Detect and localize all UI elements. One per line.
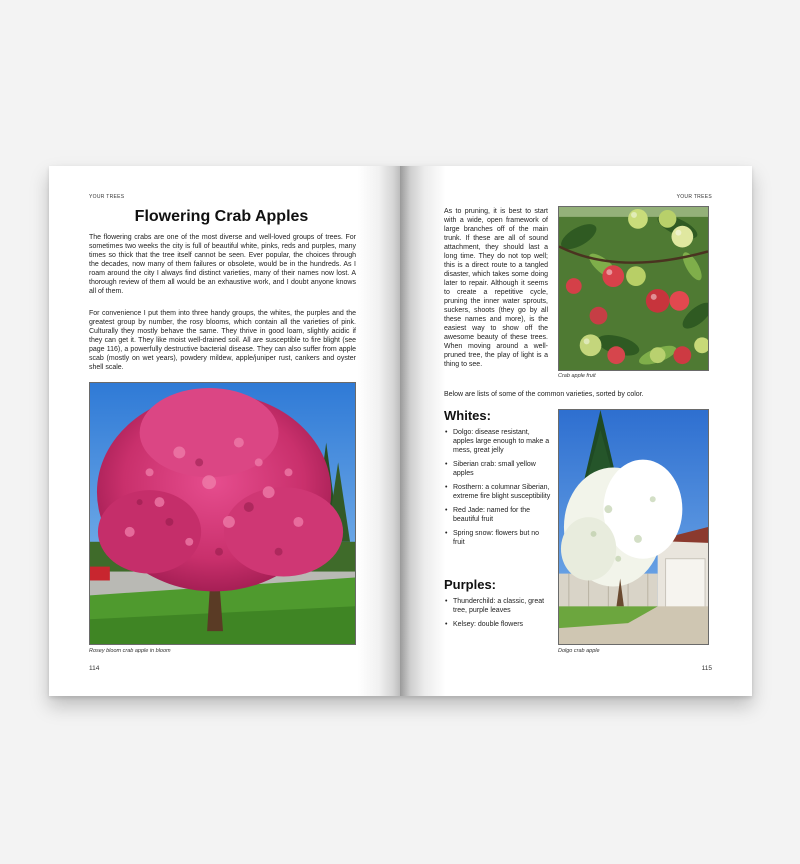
rosy-bloom-caption: Rosey bloom crab apple in bloom: [89, 648, 171, 654]
running-head-left: YOUR TREES: [89, 194, 125, 200]
list-item: • Thunderchild: a classic, great tree, purple leaves: [444, 597, 552, 615]
page-number-right: 115: [701, 665, 712, 672]
crab-apple-caption: Crab apple fruit: [558, 373, 596, 379]
open-book: [49, 166, 752, 696]
dolgo-crab-apple-photo: [558, 409, 709, 645]
list-item: • Red Jade: named for the beautiful fruit: [444, 506, 552, 524]
purples-heading: Purples:: [444, 577, 497, 592]
list-item: • Spring snow: flowers but no fruit: [444, 529, 552, 547]
rosy-bloom-tree-photo: [89, 382, 356, 645]
whites-list: [444, 428, 552, 552]
left-page: [49, 166, 400, 696]
running-head-right: YOUR TREES: [676, 194, 712, 200]
list-intro: Below are lists of some of the common varieties, sorted by color.: [444, 391, 644, 398]
dolgo-caption: Dolgo crab apple: [558, 648, 600, 654]
list-item: • Rosthern: a columnar Siberian, extreme fire blight susceptibility: [444, 483, 552, 501]
crab-apple-fruit-photo: [558, 206, 709, 371]
pruning-paragraph: As to pruning, it is best to start with a wide, open framework of large branches off of the main trunk. If these are all of sound attachment, they should last a long time. They do not top well; this is a direct route to a tangled disaster, which takes some doing later to repair. Although it seems to create a repetitive cycle, pruning the inner water sprouts, suckers, shoots (they go by all these names and more), is the easiest way to show off the awesome beauty of these trees. When moving around a well-pruned tree, the play of light is a thing to see.: [444, 208, 548, 368]
page-title: Flowering Crab Apples: [134, 208, 309, 225]
list-item: • Kelsey: double flowers: [444, 620, 552, 629]
groups-paragraph: For convenience I put them into three handy groups, the whites, the purples and the greatest group by number, the rosy blooms, which contain all the varieties of pink. Culturally they mostly behave the same. They thrive in good loam, slightly acidic if they can get it. They like moist well-drained soil. All are susceptible to fire blight (see page 116), a powerfully destructive bacterial disease. They can also suffer from apple scab (mostly on wet years), powdery mildew, apple/juniper rust, cankers and oyster shell scale.: [89, 310, 356, 371]
intro-paragraph: The flowering crabs are one of the most diverse and well-loved groups of trees. For sometimes two weeks the city is full of beautiful white, pinks, reds and purples, many times so thick that the tree itself cannot be seen. Ever popular, the choices through the decades, now many of them failures or obsolete, would be in the hundreds. As I roam around the city I always find distinct varieties, many of their names now lost. A thorough review of them all would be an exhaustive work, and I doubt anyone knows all of them.: [89, 234, 356, 295]
list-item: • Siberian crab: small yellow apples: [444, 460, 552, 478]
list-item: • Dolgo: disease resistant, apples large enough to make a mess, great jelly: [444, 428, 552, 455]
whites-heading: Whites:: [444, 408, 491, 423]
page-number-left: 114: [89, 665, 100, 672]
purples-list: [444, 597, 552, 634]
right-page: [400, 166, 752, 696]
